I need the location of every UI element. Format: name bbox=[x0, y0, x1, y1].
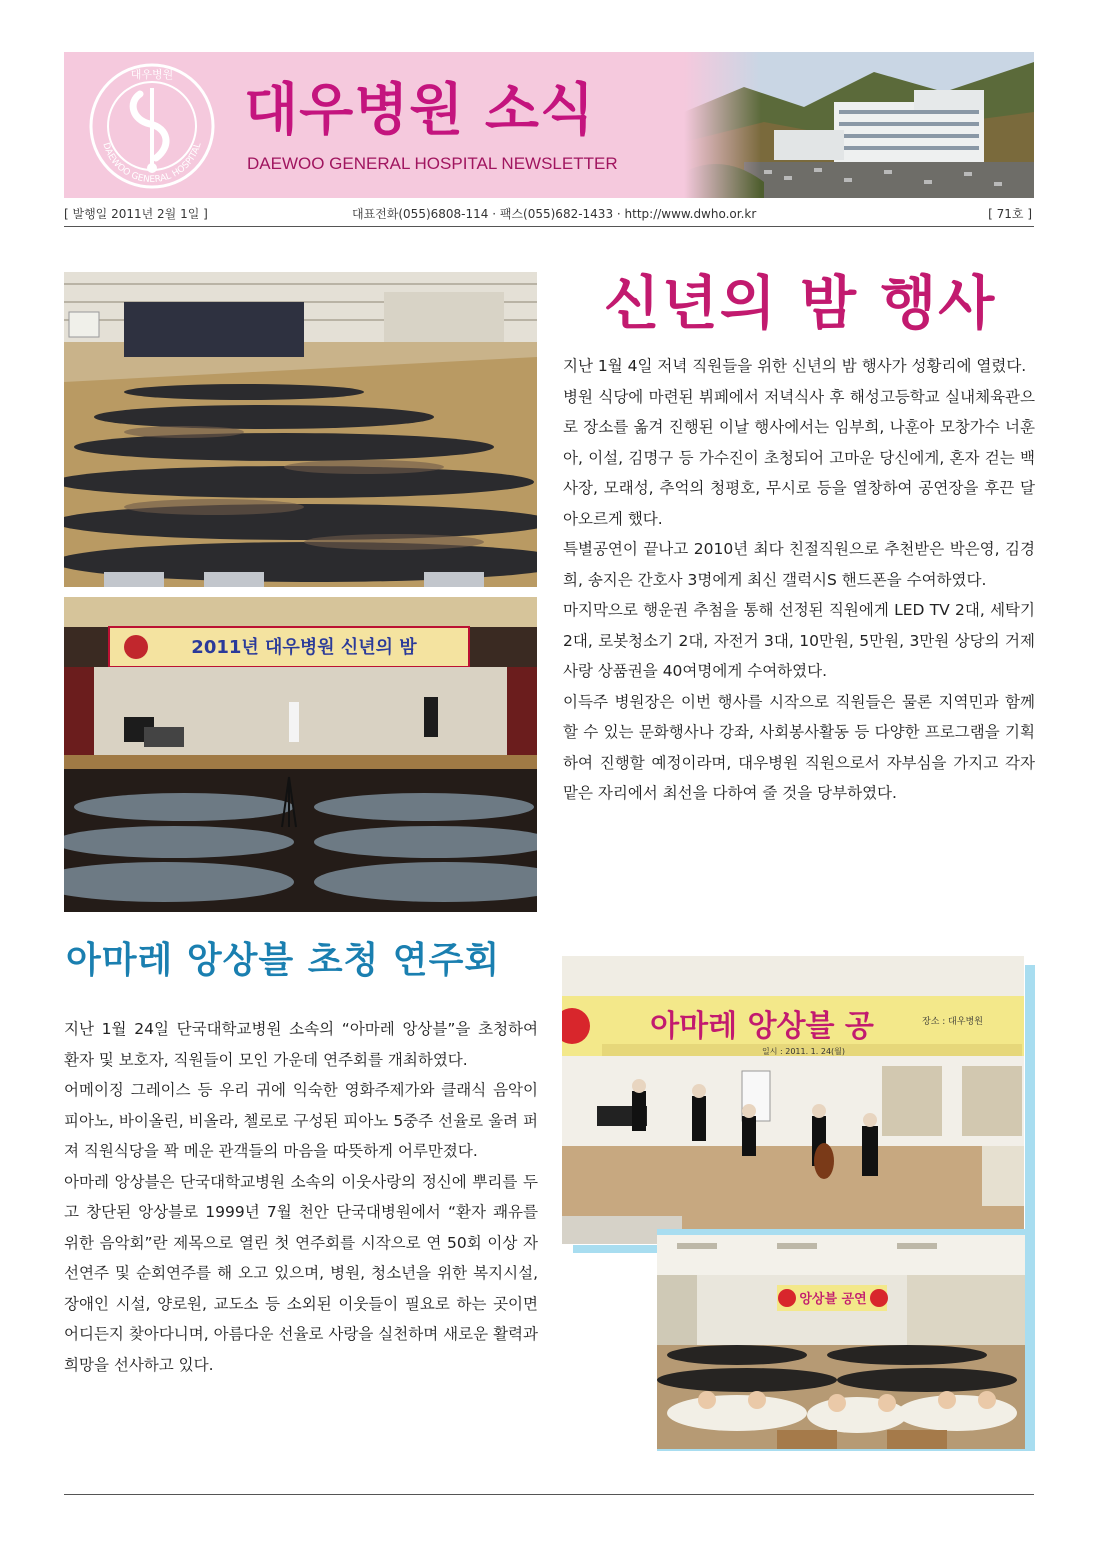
article2-paragraph: 지난 1월 24일 단국대학교병원 소속의 “아마레 앙상블”을 초청하여 환자 및 보호자, 직원들이 모인 가운데 연주회를 개최하였다. bbox=[64, 1020, 538, 1069]
contact-info: 대표전화(055)6808-114 · 팩스(055)682-1433 · http://www.dwho.or.kr bbox=[352, 207, 757, 221]
article2-paragraph: 아마레 앙상블은 단국대학교병원 소속의 이웃사랑의 정신에 뿌리를 두고 창단된 앙상블로 1999년 7월 천안 단국대병원에서 “환자 쾌유를 위한 음악회”란 제목으로 열린 첫 연주회를 시작으로 연 50회 이상 자선연주 및 순회연주를 해 오고 있으며, 병원, 청소년을 위한 복지시설, 장애인 시설, 양로원, 교도소 등 소외된 이웃들이 필요로 하는 곳이면 어디든지 찾아다니며, 아름다운 선율로 사랑을 실천하며 새로운 활력과 희망을 선사하고 있다. bbox=[64, 1172, 538, 1374]
concert-photo-frame bbox=[657, 1229, 1035, 1451]
gym-audience-photo bbox=[64, 272, 537, 587]
issue-number: [ 71호 ] bbox=[988, 207, 1032, 221]
article1-paragraph: 마지막으로 행운권 추첨을 통해 선정된 직원에게 LED TV 2대, 세탁기 2대, 로봇청소기 2대, 자전거 3대, 10만원, 5만원, 3만원 상당의 거제사랑 상품권을 40여명에게 수여하였다. bbox=[563, 601, 1035, 680]
stage-banner-text: 2011년 대우병원 신년의 밤 bbox=[191, 637, 417, 658]
article2-title: 아마레 앙상블 초청 연주회 bbox=[66, 940, 501, 981]
article2-paragraph: 어메이징 그레이스 등 우리 귀에 익숙한 영화주제가와 클래식 음악이 피아노, 바이올린, 비올라, 첼로로 구성된 피아노 5중주 선율로 울려 퍼져 직원식당을 꽉 메운 관객들의 마음을 따뜻하게 어루만졌다. bbox=[64, 1081, 538, 1160]
seal-text-top: 대우병원 bbox=[130, 68, 174, 81]
article2-body bbox=[64, 1014, 538, 1380]
article1-paragraph: 특별공연이 끝나고 2010년 최다 친절직원으로 추천받은 박은영, 김경희, 송지은 간호사 3명에게 최신 갤럭시S 핸드폰을 수여하였다. bbox=[563, 540, 1035, 589]
article1-body bbox=[563, 351, 1035, 809]
seal-text-ring: DAEWOO GENERAL HOSPITAL bbox=[100, 141, 204, 186]
ensemble-banner-place: 장소 : 대우병원 bbox=[922, 1017, 983, 1027]
article1-title: 신년의 밤 행사 bbox=[603, 269, 997, 337]
article1-paragraph: 병원 식당에 마련된 뷔페에서 저녁식사 후 해성고등학교 실내체육관으로 장소를 옮겨 진행된 이날 행사에서는 임부희, 나훈아 모창가수 너훈아, 이설, 김명구 등 가수진이 초청되어 고마운 당신에게, 혼자 걷는 백사장, 모래성, 추억의 청평호, 무시로 등을 열창하여 공연장을 후끈 달아오르게 했다. bbox=[563, 387, 1035, 528]
footer-rule bbox=[64, 1494, 1034, 1495]
stage-performance-photo bbox=[64, 597, 537, 912]
concert-banner-text: 앙상블 공연 bbox=[799, 1292, 867, 1307]
hospital-building-photo bbox=[684, 52, 1034, 198]
ensemble-banner-text: 아마레 앙상블 공 bbox=[650, 1009, 874, 1044]
ensemble-performance-photo bbox=[561, 955, 1025, 1245]
issue-date: [ 발행일 2011년 2월 1일 ] bbox=[64, 207, 208, 221]
newsletter-title: 대우병원 소식 bbox=[244, 78, 596, 143]
article1-paragraph: 이득주 병원장은 이번 행사를 시작으로 직원들은 물론 지역민과 함께할 수 있는 문화행사나 강좌, 사회봉사활동 등 다양한 프로그램을 기획하여 진행할 예정이라며, 대우병원 직원으로서 자부심을 가지고 각자 맡은 자리에서 최선을 다하여 줄 것을 당부하였다. bbox=[563, 692, 1035, 802]
hospital-seal-logo bbox=[88, 62, 216, 190]
masthead bbox=[64, 52, 1034, 198]
article1-paragraph: 지난 1월 4일 저녁 직원들을 위한 신년의 밤 행사가 성황리에 열렸다. bbox=[563, 357, 1027, 375]
newsletter-subtitle: DAEWOO GENERAL HOSPITAL NEWSLETTER bbox=[247, 154, 618, 173]
concert-audience-photo bbox=[657, 1235, 1025, 1449]
issue-info-bar bbox=[64, 200, 1034, 227]
ensemble-photo-frame bbox=[561, 955, 1035, 1253]
ensemble-banner-date: 일시 : 2011. 1. 24(월) bbox=[762, 1047, 846, 1056]
